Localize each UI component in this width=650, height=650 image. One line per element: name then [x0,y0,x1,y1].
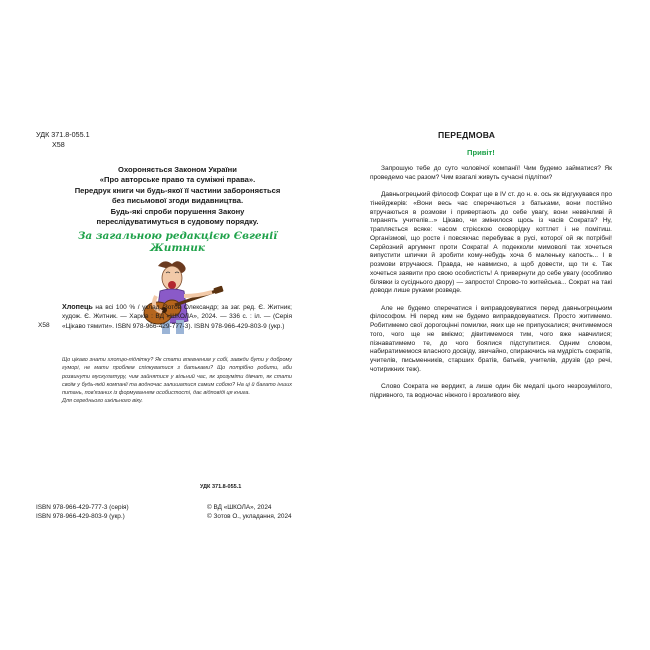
paragraph: Давньогрецький філософ Сократ ще в IV ст. до н. е. ось як відгукувався про тінейджерів: «Вони весь час сперечаються з батьками, вони постійно втручаються в розмови і привертають до себе увагу, вони неввічливі й тиранять учителів...» Цікаво, чи змінилося щось із часів Сократа? Ну, трапляється всяке: часом стрієскою сковорідку коттлет і не помітиш. Організмові, що росте і повсякчас перебуває в русі, которої ой як потрібні! Серйозний аргумент проти Сократа! А подекколи мимоволі так хочеться випустити шпички й зробити кому-небудь хоча б маленьку капость... І в розмови втручаюся. Правда, не навмисно, а щоб довести, що ти є. Так хочеться заявити про свою особистість! А привернути до себе увагу (особливо білявки із сусіднього двору) — запросто! Спрово-то житейська... Сократ на такі доводи лише руками розведе. [370,191,612,295]
book-annotation: Що цікаво знати хлопцю-підлітку? Як стати впевненим у собі, завжди бути у доброму гуморі, не мати проблем спілкуватися з батьками? Що потрібно робити, аби розвинути мускулатуру, чим зайнятися у вільний час, як зрозуміти дівчат, як стати своїм у будь-якій компанії та водночас залишатися самим собою? На ці й багато інших питань, пов'язаних із формуванням особистості, дає відповіді ця книга. Для середнього шкільного віку. [62,357,292,405]
preface-body [370,165,612,401]
greeting-subheading: Привіт! [467,148,495,157]
catalog-text: на всі 100 % / уклад. Зотов Олександр; за заг. ред. Є. Житник; худож. Є. Житник. — Харків : ВД «ШКОЛА», 2024. — 336 с. : іл. — (Серія «Цікаво тямити». ISBN 978-966-429-777-3). ISBN 978-966-429-803-9 (укр.) [62,304,292,330]
editor-credit: За загальною редакцією Євгенії Житник [77,230,278,254]
udc-code-top: УДК 371.8-055.1 Х58 [36,130,90,149]
catalog-title: Хлопець [62,302,93,311]
copyright-notice: Охороняється Законом України «Про авторське право та суміжні права». Передрук книги чи будь-якої її частини забороняється без письмової згоди видавництва. Будь-які спроби порушення Закону переслідуватимуться в судовому порядку. [74,165,281,227]
isbn-block: ISBN 978-966-429-777-3 (серія) ISBN 978-966-429-803-9 (укр.) [36,504,129,520]
paragraph: Слово Сократа не вердикт, а лише один бік медалі цього незрозумілого, підривного, та водночас ніжного і врозливого віку. [370,383,612,400]
udc-code-bottom: УДК 371.8-055.1 [200,484,242,490]
catalog-entry: Х58 Хлопець на всі 100 % / уклад. Зотов Олександр; за заг. ред. Є. Житник; худож. Є. Житник. — Харків : ВД «ШКОЛА», 2024. — 336 с. : іл. — (Серія «Цікаво тямити». ISBN 978-966-429-777-3). ISBN 978-966-429-803-9 (укр.) [38,302,292,330]
paragraph: Але не будемо сперечатися і виправдовуватися перед давньогрецьким філософом. Ні перед ким не будемо виправдовуватися. Просто житимемо. Робитимемо свої дорогоцінні помилки, яких ще не припускалися; вчитимемося того, чого ще не вміємо; дівитимемося тим, чого вже навчилися; пізнаватимемо те, до чого боялися підступитися. Одним словом, набиратимемося власного досвіду, звичайно, спираючись на мудрість сократів, учителів, письменників, старших братів, батьків, учителів, друзів (до речі, чотирикних теж). [370,304,612,373]
copyright-holders: © ВД «ШКОЛА», 2024 © Зотов О., укладання, 2024 [207,504,292,520]
paragraph: Запрошую тебе до суто чоловічої компанії! Чим будемо займатися? Як проведемо час разом? Чим взагалі живуть сучасні підлітки? [370,165,612,181]
preface-heading: ПЕРЕДМОВА [438,130,496,140]
